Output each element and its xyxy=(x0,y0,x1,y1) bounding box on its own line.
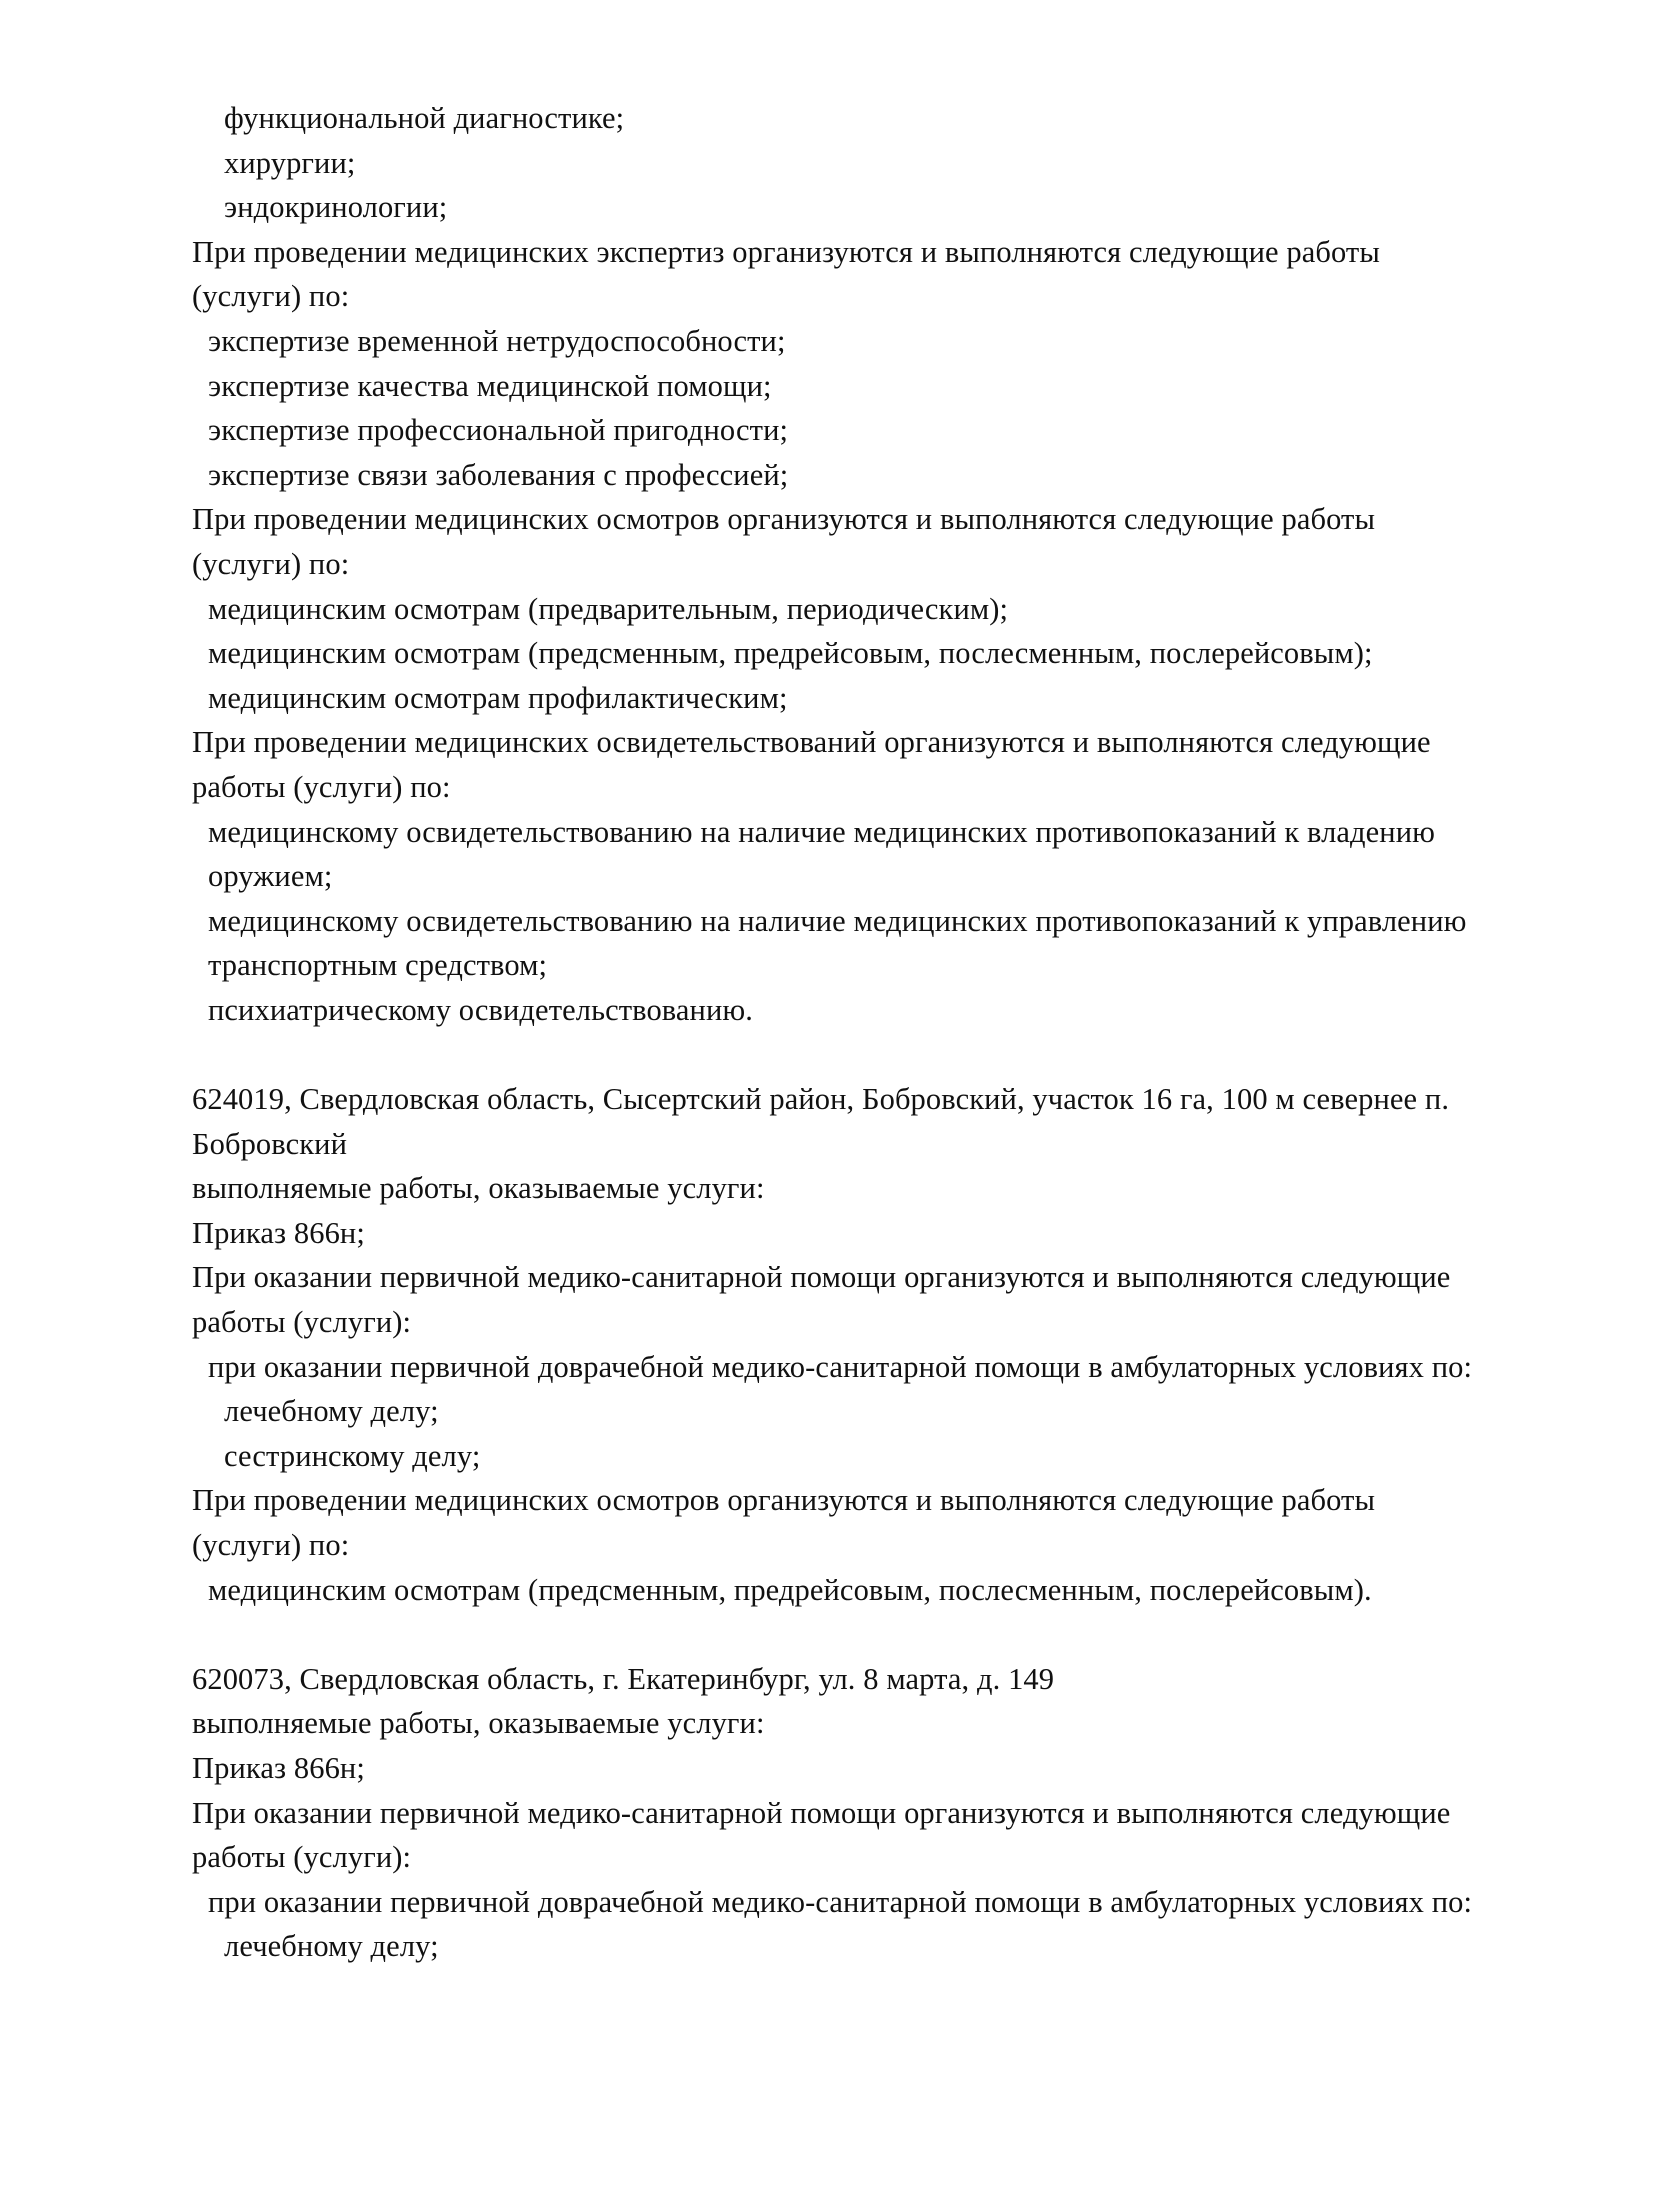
text-line: выполняемые работы, оказываемые услуги: xyxy=(192,1706,765,1741)
text-line: сестринскому делу; xyxy=(224,1438,481,1473)
text-line: При оказании первичной медико-санитарной помощи организуются и выполняются следующие работы (услуги): xyxy=(192,1795,1459,1875)
text-line: хирургии; xyxy=(224,145,356,180)
text-line: При проведении медицинских освидетельствований организуются и выполняются следующие работы (услуги) по: xyxy=(192,725,1439,804)
text-line: медицинскому освидетельствованию на наличие медицинских противопоказаний к управлению транспортным средством; xyxy=(208,903,1475,983)
text-line: Приказ 866н; xyxy=(192,1215,365,1250)
text-line: При проведении медицинских осмотров организуются и выполняются следующие работы (услуги) по: xyxy=(192,1483,1383,1562)
paragraph-spacer xyxy=(192,1612,1477,1657)
text-block-address-624019 xyxy=(192,1077,1477,1612)
text-line: медицинскому освидетельствованию на наличие медицинских противопоказаний к владению оружием; xyxy=(208,814,1443,894)
text-line: при оказании первичной доврачебной медико-санитарной помощи в амбулаторных условиях по: xyxy=(208,1884,1473,1919)
text-line: При проведении медицинских осмотров организуются и выполняются следующие работы (услуги) по: xyxy=(192,502,1383,581)
text-line: выполняемые работы, оказываемые услуги: xyxy=(192,1171,765,1206)
text-line: При оказании первичной медико-санитарной помощи организуются и выполняются следующие работы (услуги): xyxy=(192,1260,1459,1340)
text-line: эндокринологии; xyxy=(224,190,448,225)
text-line: медицинским осмотрам (предварительным, периодическим); xyxy=(208,591,1009,626)
text-line: медицинским осмотрам (предсменным, предрейсовым, послесменным, послерейсовым); xyxy=(208,636,1373,671)
document-body xyxy=(192,96,1477,1969)
text-line: экспертизе качества медицинской помощи; xyxy=(208,368,772,403)
text-line: экспертизе профессиональной пригодности; xyxy=(208,413,789,448)
text-line: при оказании первичной доврачебной медико-санитарной помощи в амбулаторных условиях по: xyxy=(208,1349,1473,1384)
text-line: Приказ 866н; xyxy=(192,1750,365,1785)
text-line: медицинским осмотрам профилактическим; xyxy=(208,680,788,715)
text-line: экспертизе связи заболевания с профессией; xyxy=(208,457,789,492)
text-line: лечебному делу; xyxy=(224,1929,439,1964)
text-line: лечебному делу; xyxy=(224,1394,439,1429)
paragraph-spacer xyxy=(192,1032,1477,1077)
text-block-address-620073 xyxy=(192,1657,1477,1969)
text-line: психиатрическому освидетельствованию. xyxy=(208,992,753,1027)
text-block-services-continued xyxy=(192,96,1477,1032)
text-line: 620073, Свердловская область, г. Екатеринбург, ул. 8 марта, д. 149 xyxy=(192,1661,1055,1696)
text-line: 624019, Свердловская область, Сысертский район, Бобровский, участок 16 га, 100 м севернее п. Бобровский xyxy=(192,1082,1457,1161)
text-line: При проведении медицинских экспертиз организуются и выполняются следующие работы (услуги) по: xyxy=(192,234,1388,314)
text-line: медицинским осмотрам (предсменным, предрейсовым, послесменным, послерейсовым). xyxy=(208,1572,1372,1607)
text-line: функциональной диагностике; xyxy=(224,101,625,135)
text-line: экспертизе временной нетрудоспособности; xyxy=(208,323,786,358)
